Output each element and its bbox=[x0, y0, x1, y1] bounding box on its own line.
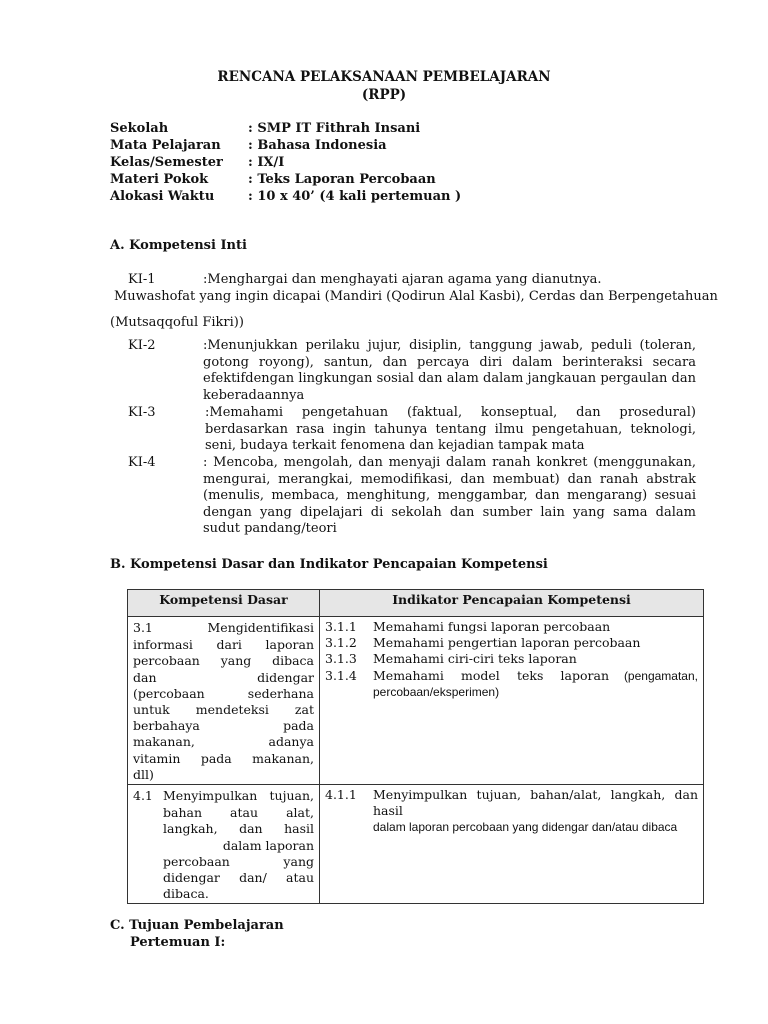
indicator-text-note: (pengamatan, percobaan/eksperimen) bbox=[373, 668, 698, 699]
indicator-3-1-1 bbox=[321, 619, 702, 635]
info-label-school: Sekolah bbox=[110, 121, 169, 136]
indicator-text: Memahami pengertian laporan percobaan bbox=[373, 635, 641, 651]
ki3-text: :Memahami pengetahuan (faktual, konseptual, dan prosedural) berdasarkan rasa ingin tahunya tentang ilmu pengetahuan, teknologi, seni, budaya terkait fenomena dan kejadian tampak mata bbox=[205, 405, 696, 453]
indicator-4-1-1 bbox=[321, 787, 702, 836]
info-label-class: Kelas/Semester bbox=[110, 155, 223, 170]
kd-line: dalam laporan bbox=[222, 837, 314, 853]
info-value-time: : 10 x 40’ (4 kali pertemuan ) bbox=[248, 189, 462, 204]
kd-line: berbahaya pada bbox=[133, 718, 314, 734]
kd-cell bbox=[128, 785, 320, 904]
indicator-number: 3.1.1 bbox=[325, 619, 357, 634]
header-kompetensi-dasar: Kompetensi Dasar bbox=[128, 590, 320, 617]
muwashofat-line-2: (Mutsaqqoful Fikri)) bbox=[110, 315, 244, 330]
indicator-number: 3.1.4 bbox=[325, 667, 357, 683]
table-row bbox=[128, 617, 704, 785]
indicator-number: 4.1.1 bbox=[325, 787, 357, 803]
indicator-3-1-2 bbox=[321, 635, 702, 651]
kd-line: makanan, adanya bbox=[133, 734, 314, 750]
kd-line: Mengidentifikasi bbox=[207, 620, 314, 635]
indicator-text-main: Memahami model teks laporan bbox=[373, 667, 609, 683]
muwashofat-line-1: Muwashofat yang ingin dicapai (Mandiri (Qodirun Alal Kasbi), Cerdas dan Berpengetahuan bbox=[114, 289, 718, 304]
header-indikator: Indikator Pencapaian Kompetensi bbox=[320, 590, 704, 617]
kd-4-1-continuation bbox=[129, 805, 318, 902]
kd-text bbox=[163, 620, 314, 636]
ki1-label: KI-1 bbox=[128, 272, 156, 287]
table-header-row bbox=[128, 590, 704, 617]
kd-line: dll) bbox=[133, 766, 154, 782]
section-c-subheading: Pertemuan I: bbox=[130, 935, 226, 950]
kd-number: 4.1 bbox=[133, 788, 153, 804]
section-a-heading: A. Kompetensi Inti bbox=[110, 238, 247, 253]
indicator-text: Memahami fungsi laporan percobaan bbox=[373, 619, 611, 634]
document-title: RENCANA PELAKSANAAN PEMBELAJARAN bbox=[217, 69, 551, 85]
kd-line: Menyimpulkan tujuan, bbox=[163, 788, 314, 804]
info-label-topic: Materi Pokok bbox=[110, 172, 209, 187]
kd-3-1 bbox=[129, 618, 318, 637]
ki4-text: : Mencoba, mengolah, dan menyaji dalam ranah konkret (menggunakan, mengurai, merangkai, memodifikasi, dan membuat) dan ranah abstrak (menulis, membaca, menghitung, menggambar, dan mengarang) sesuai dengan yang dipelajari di sekolah dan sumber lain yang sama dalam sudut pandang/teori bbox=[203, 455, 696, 536]
indicator-cell bbox=[320, 617, 704, 785]
kd-line: (percobaan sederhana bbox=[133, 685, 314, 701]
info-value-topic: : Teks Laporan Percobaan bbox=[248, 172, 436, 187]
kd-cell bbox=[128, 617, 320, 785]
kd-line: dibaca. bbox=[163, 886, 209, 902]
indicator-number: 3.1.3 bbox=[325, 651, 357, 667]
info-value-class: : IX/I bbox=[248, 155, 285, 170]
kd-line: untuk mendeteksi zat bbox=[133, 702, 314, 718]
kd-3-1-continuation bbox=[129, 637, 318, 783]
indicator-cell bbox=[320, 785, 704, 904]
ki2-label: KI-2 bbox=[128, 338, 156, 353]
info-label-time: Alokasi Waktu bbox=[110, 189, 215, 204]
ki2-text-body: :Menunjukkan perilaku jujur, disiplin, tanggung jawab, peduli (toleran, gotong royong), santun, dan percaya diri dalam berinteraksi secara efektifdengan lingkungan sosial dan alam dalam jangkauan pergaulan dan keberadaannya bbox=[203, 338, 696, 403]
indicator-text: Memahami ciri-ciri teks laporan bbox=[373, 651, 577, 667]
ki4-label: KI-4 bbox=[128, 455, 156, 470]
ki2-text bbox=[203, 338, 696, 404]
kd-line: didengar dan/ atau bbox=[163, 870, 314, 886]
kd-line: vitamin pada makanan, bbox=[133, 750, 314, 766]
indicator-text-main: Menyimpulkan tujuan, bahan/alat, langkah, dan hasil bbox=[373, 787, 698, 819]
kd-line: percobaan yang bbox=[163, 853, 314, 869]
document-subtitle: (RPP) bbox=[361, 87, 407, 103]
indicator-3-1-4 bbox=[321, 668, 702, 700]
table-row bbox=[128, 785, 704, 904]
indicator-text bbox=[373, 668, 698, 700]
indicator-number: 3.1.2 bbox=[325, 635, 357, 651]
indicator-text bbox=[373, 787, 698, 836]
ki3-label: KI-3 bbox=[128, 405, 156, 420]
info-value-subject: : Bahasa Indonesia bbox=[248, 138, 387, 153]
kd-line: percobaan yang dibaca bbox=[133, 653, 314, 669]
kd-number: 3.1 bbox=[133, 620, 153, 635]
section-c-heading: C. Tujuan Pembelajaran bbox=[110, 918, 284, 933]
kd-4-1 bbox=[129, 786, 318, 805]
info-value-school: : SMP IT Fithrah Insani bbox=[248, 121, 421, 136]
kd-line: dan didengar bbox=[133, 669, 314, 685]
kd-line: bahan atau alat, bbox=[163, 805, 314, 821]
ki1-text: :Menghargai dan menghayati ajaran agama yang dianutnya. bbox=[203, 272, 602, 287]
info-label-subject: Mata Pelajaran bbox=[110, 138, 221, 153]
indicator-3-1-3 bbox=[321, 651, 702, 667]
section-b-heading: B. Kompetensi Dasar dan Indikator Pencapaian Kompetensi bbox=[110, 557, 548, 572]
kd-line: informasi dari laporan bbox=[133, 637, 314, 653]
kd-line: langkah, dan hasil bbox=[163, 821, 314, 837]
indicator-text-note: dalam laporan percobaan yang didengar dan/atau dibaca bbox=[373, 820, 678, 835]
competency-table bbox=[127, 589, 704, 904]
